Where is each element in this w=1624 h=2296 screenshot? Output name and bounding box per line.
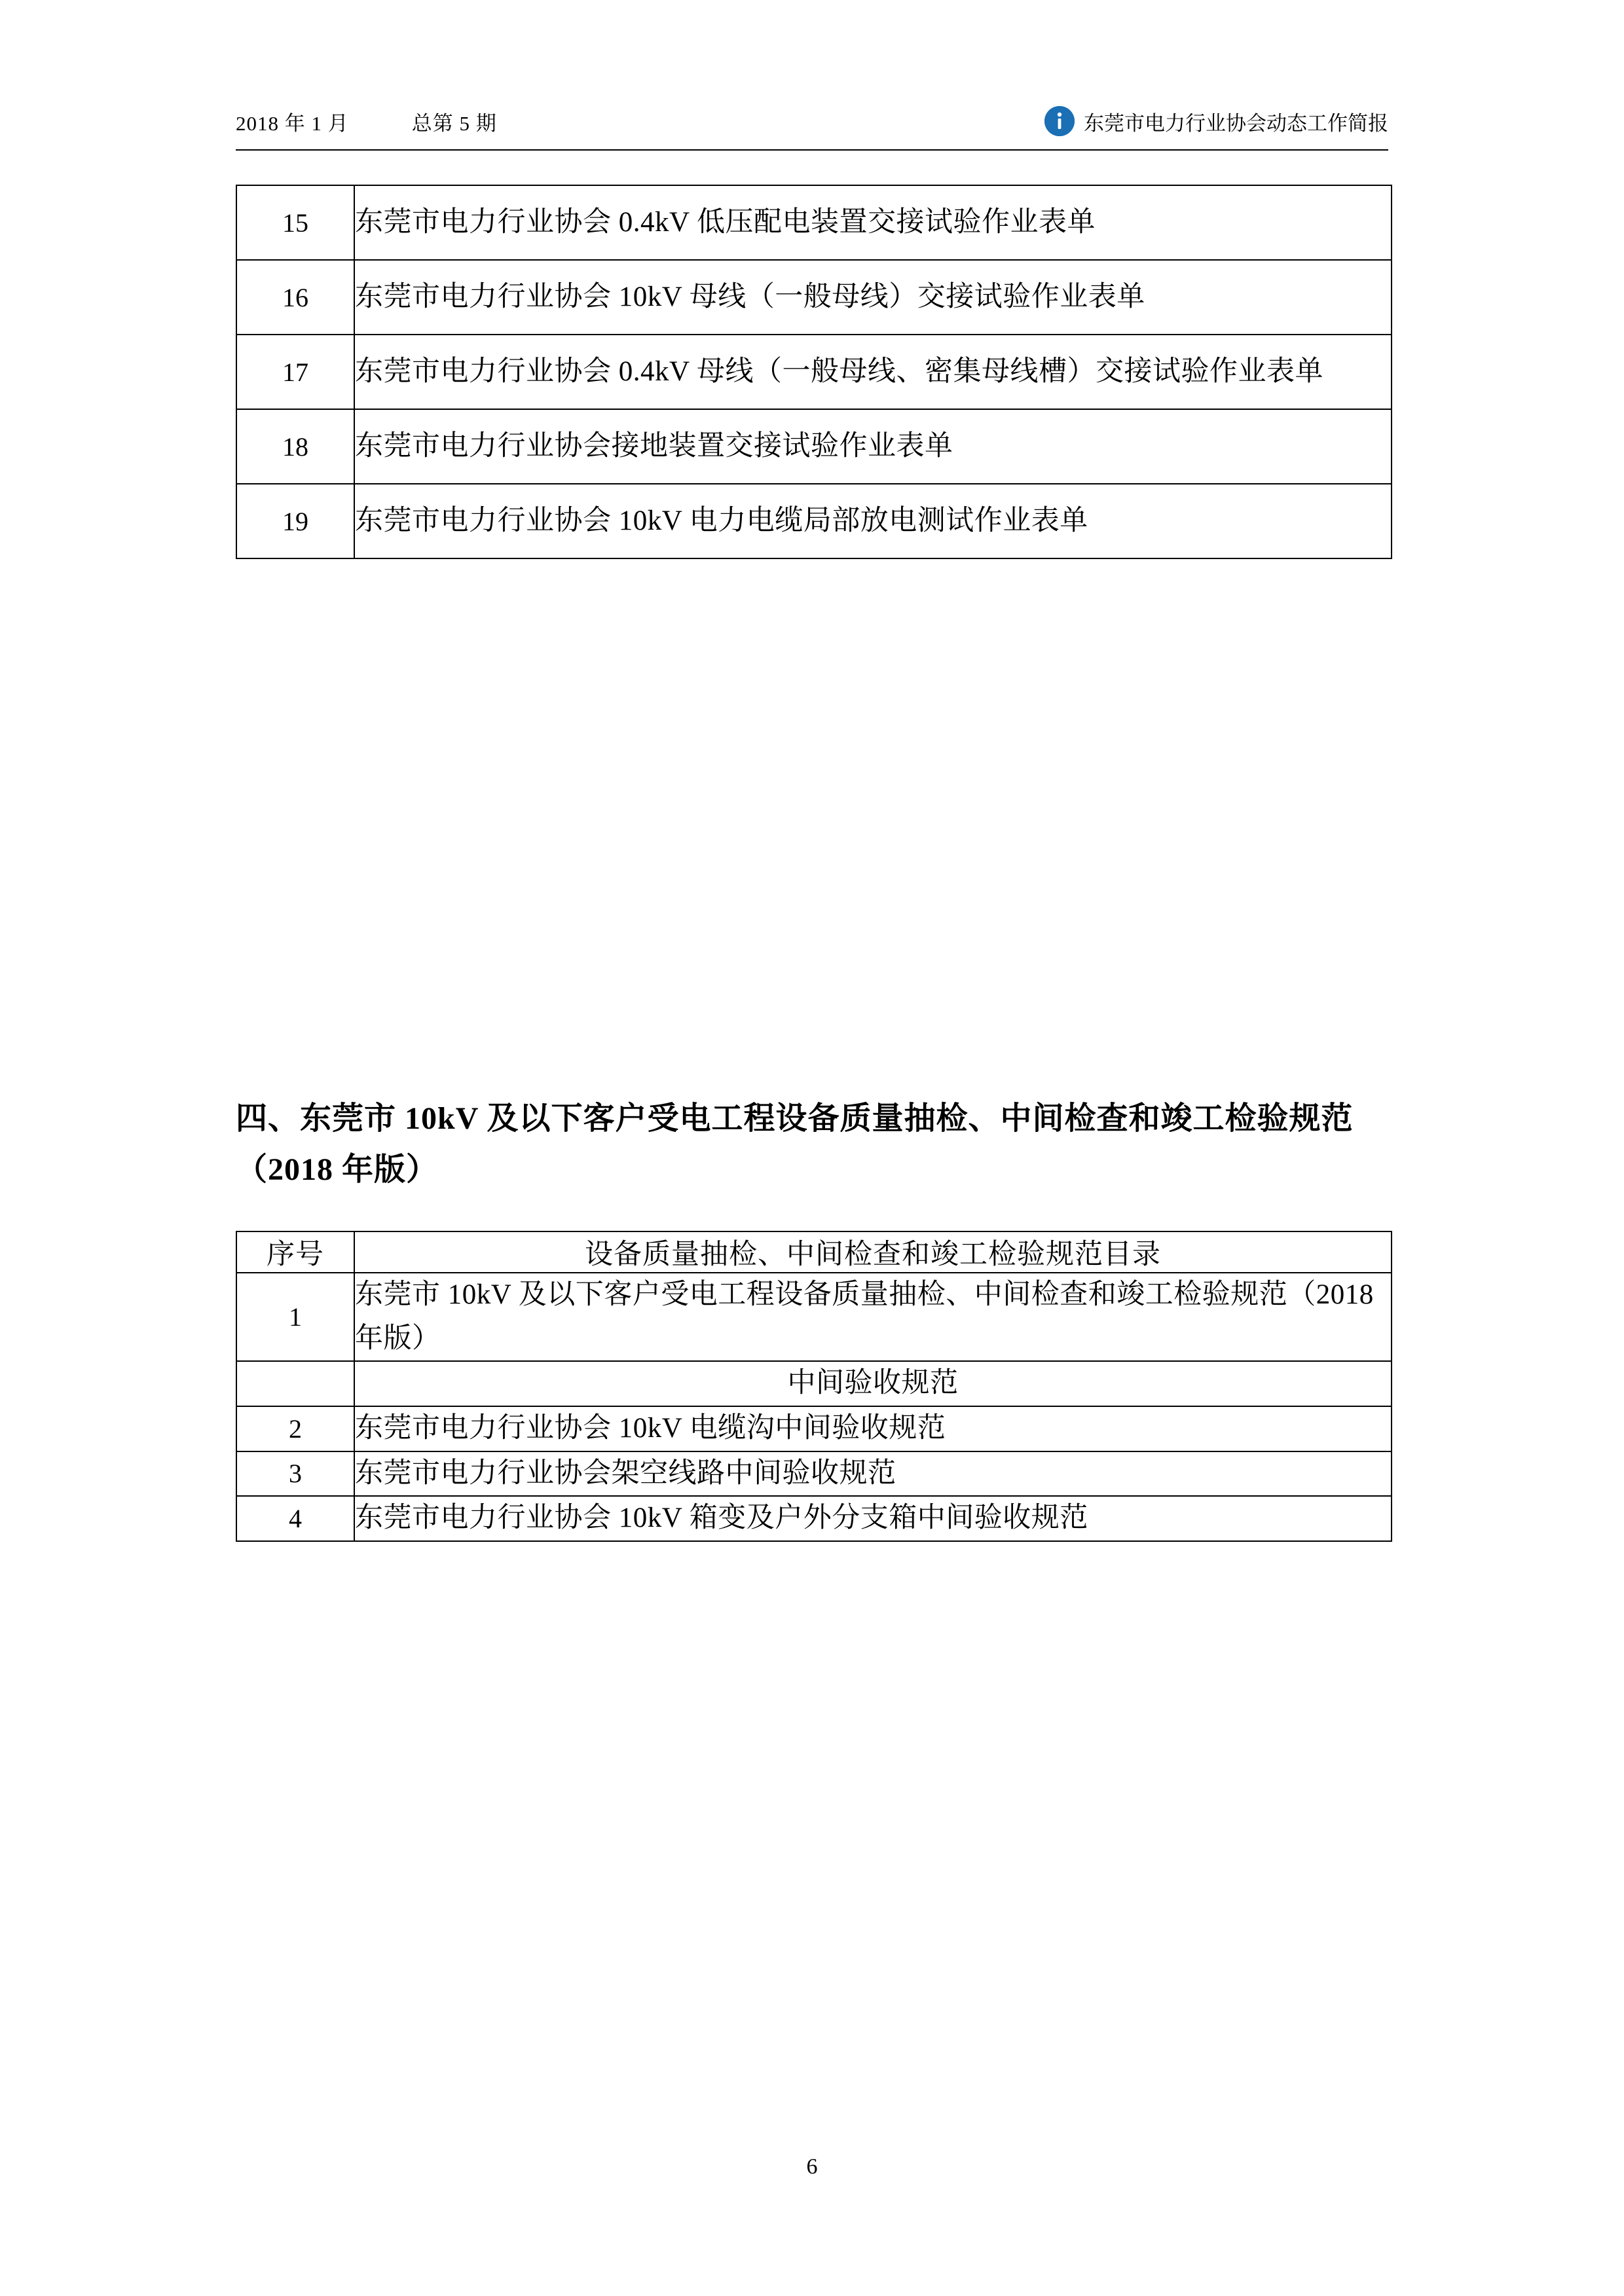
row-number: 18	[236, 409, 354, 484]
row-text: 东莞市电力行业协会 10kV 电缆沟中间验收规范	[354, 1406, 1392, 1451]
row-number: 1	[236, 1273, 354, 1361]
inspection-standards-table	[236, 1231, 1392, 1542]
row-number	[236, 1361, 354, 1406]
table-subheader-row	[236, 1361, 1392, 1406]
row-number: 15	[236, 185, 354, 260]
row-number: 16	[236, 260, 354, 335]
row-number: 19	[236, 484, 354, 558]
header-divider	[236, 149, 1388, 151]
row-text: 东莞市电力行业协会 10kV 箱变及户外分支箱中间验收规范	[354, 1496, 1392, 1541]
column-header-title: 设备质量抽检、中间检查和竣工检验规范目录	[354, 1231, 1392, 1273]
column-header-number: 序号	[236, 1231, 354, 1273]
table-row	[236, 1406, 1392, 1451]
table-row	[236, 484, 1392, 558]
row-number: 2	[236, 1406, 354, 1451]
forms-table-continued	[236, 185, 1392, 559]
section-heading	[236, 1093, 1392, 1195]
row-text: 东莞市电力行业协会 10kV 母线（一般母线）交接试验作业表单	[354, 260, 1392, 335]
row-text: 东莞市电力行业协会架空线路中间验收规范	[354, 1451, 1392, 1497]
row-text: 东莞市电力行业协会 0.4kV 母线（一般母线、密集母线槽）交接试验作业表单	[354, 335, 1392, 409]
row-text: 东莞市电力行业协会 10kV 电力电缆局部放电测试作业表单	[354, 484, 1392, 558]
header-left-group	[236, 107, 497, 136]
info-circle-icon	[1044, 106, 1075, 136]
page-header	[236, 98, 1388, 144]
row-number: 17	[236, 335, 354, 409]
row-text: 东莞市电力行业协会 0.4kV 低压配电装置交接试验作业表单	[354, 185, 1392, 260]
header-right-group	[1044, 106, 1388, 136]
table-row	[236, 1273, 1392, 1361]
table-row	[236, 1496, 1392, 1541]
table-header-row	[236, 1231, 1392, 1273]
table-row	[236, 260, 1392, 335]
table-row	[236, 1451, 1392, 1497]
row-number: 3	[236, 1451, 354, 1497]
table-row	[236, 409, 1392, 484]
section-heading-text: 四、东莞市 10kV 及以下客户受电工程设备质量抽检、中间检查和竣工检验规范（2018 年版）	[236, 1101, 1354, 1187]
header-date: 2018 年 1 月	[236, 111, 349, 135]
row-text: 东莞市电力行业协会接地装置交接试验作业表单	[354, 409, 1392, 484]
table-row	[236, 335, 1392, 409]
row-text: 中间验收规范	[354, 1361, 1392, 1406]
row-number: 4	[236, 1496, 354, 1541]
table-row	[236, 185, 1392, 260]
row-text: 东莞市 10kV 及以下客户受电工程设备质量抽检、中间检查和竣工检验规范（2018 年版）	[354, 1273, 1392, 1361]
header-issue: 总第 5 期	[411, 111, 497, 135]
header-org-title: 东莞市电力行业协会动态工作简报	[1084, 111, 1388, 135]
page-number: 6	[806, 2155, 818, 2179]
